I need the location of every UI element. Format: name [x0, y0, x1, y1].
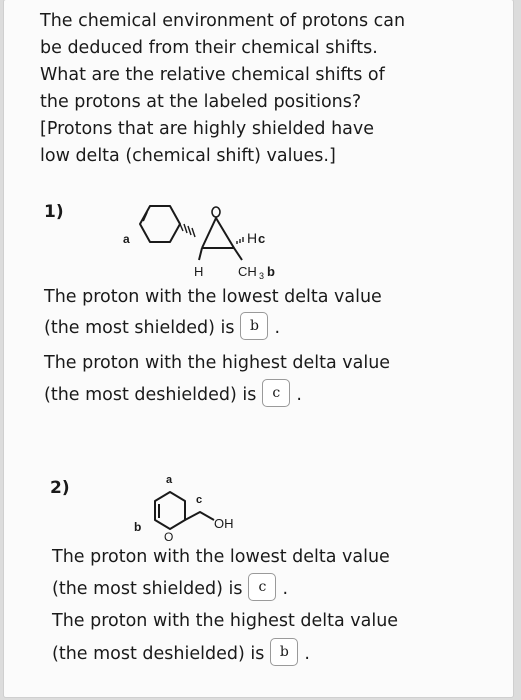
q2-highest-line2: [52, 640, 310, 668]
q2-highest-answer-field[interactable]: b: [270, 638, 298, 666]
q2-lowest-line1: The proton with the lowest delta value: [52, 547, 390, 567]
q2-label-o: O: [164, 530, 174, 544]
q1-epoxide: [202, 218, 234, 248]
q1-highest-line1: The proton with the highest delta value: [44, 353, 391, 373]
q1-highest-line2: [44, 381, 302, 409]
q2-label-b: b: [134, 520, 142, 534]
q2-highest-prompt: (the most deshielded) is: [52, 644, 265, 664]
question-1-number: 1): [44, 202, 64, 222]
q1-lowest-line1: The proton with the lowest delta value: [44, 287, 382, 307]
q2-highest-line1: The proton with the highest delta value: [52, 611, 399, 631]
q1-label-hc: H: [247, 230, 258, 246]
q1-label-b: b: [267, 264, 275, 279]
q2-highest-period: .: [304, 644, 310, 664]
q1-label-ch3-subscript: 3: [259, 271, 265, 281]
q1-lowest-answer-field[interactable]: b: [240, 312, 268, 340]
q2-label-a: a: [166, 474, 173, 486]
q1-highest-period: .: [296, 385, 302, 405]
q1-ring: [140, 206, 180, 242]
q2-lowest-prompt: (the most shielded) is: [52, 579, 243, 599]
question-2-number: 2): [50, 478, 70, 498]
q1-lowest-line2: [44, 314, 280, 342]
q2-side-chain: [185, 512, 214, 520]
q2-lowest-line2: [52, 575, 288, 603]
q2-structure: [120, 470, 270, 545]
q2-lowest-period: .: [282, 579, 289, 599]
q1-highest-prompt: (the most deshielded) is: [44, 385, 257, 405]
q2-label-c: c: [196, 494, 203, 506]
q1-label-a: a: [123, 232, 130, 246]
q2-label-oh: OH: [214, 516, 234, 531]
q2-lowest-answer-field[interactable]: c: [248, 573, 276, 601]
q1-lowest-period: .: [274, 318, 281, 338]
q1-label-ch3: CH: [238, 264, 257, 279]
q1-structure: [110, 190, 310, 285]
question-intro: The chemical environment of protons can be deduced from their chemical shifts. What are the relative chemical shifts of the protons at the labeled positions? [Protons that are highly shielded have low delta (chemical shift) values.]: [40, 11, 406, 166]
q1-lowest-prompt: (the most shielded) is: [44, 318, 235, 338]
q1-label-h: H: [194, 264, 204, 279]
q1-highest-answer-field[interactable]: c: [262, 379, 290, 407]
q1-label-c: c: [258, 231, 266, 246]
